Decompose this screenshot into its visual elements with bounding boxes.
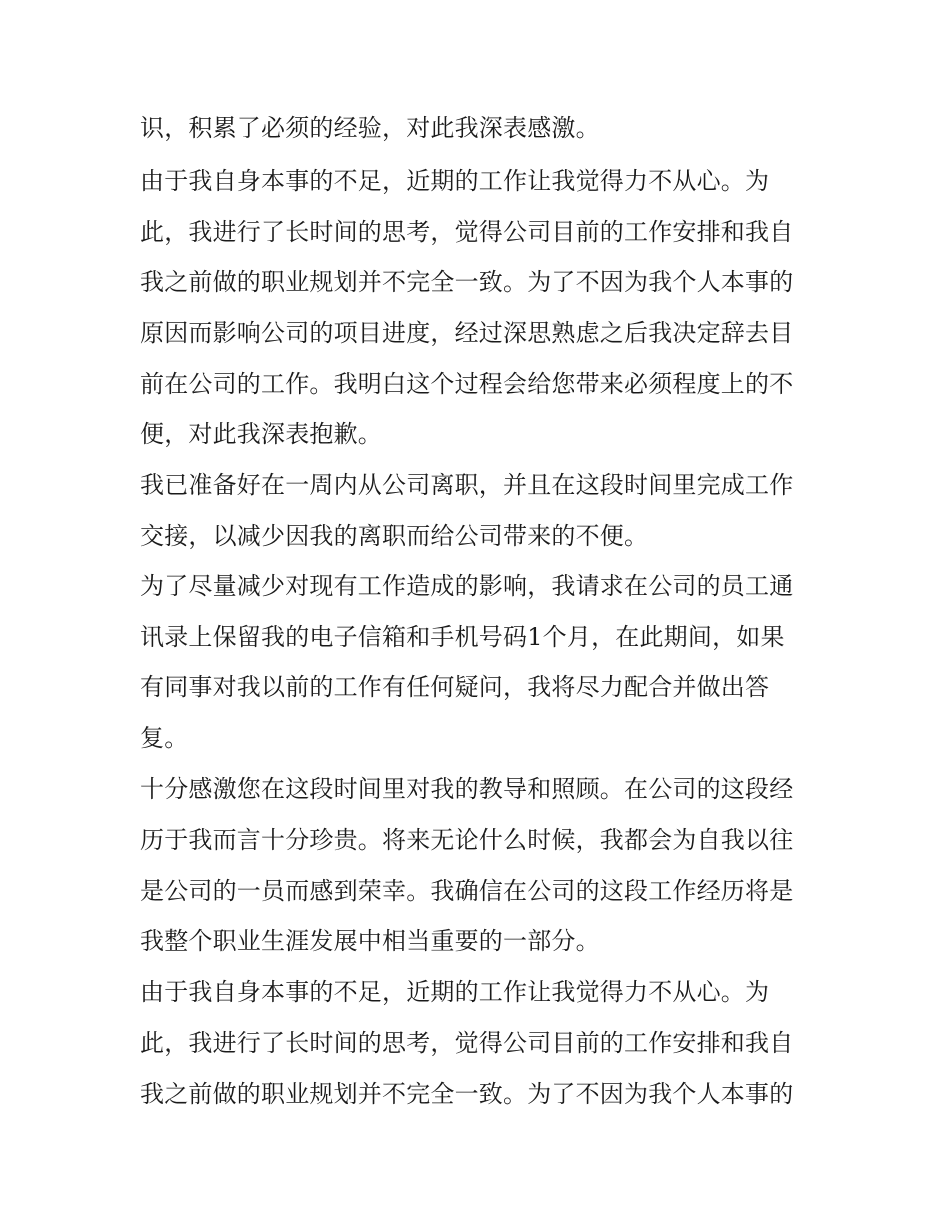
- text-line: 识，积累了必须的经验，对此我深表感激。: [140, 114, 600, 142]
- text-line: 前在公司的工作。我明白这个过程会给您带来必须程度上的不: [140, 370, 794, 398]
- text-line: 交接，以减少因我的离职而给公司带来的不便。: [140, 522, 649, 550]
- text-line: 我之前做的职业规划并不完全一致。为了不因为我个人本事的: [140, 268, 794, 296]
- text-line: 我已准备好在一周内从公司离职，并且在这段时间里完成工作: [140, 471, 794, 499]
- text-line: 历于我而言十分珍贵。将来无论什么时候，我都会为自我以往: [140, 826, 794, 854]
- text-line: 十分感激您在这段时间里对我的教导和照顾。在公司的这段经: [140, 775, 794, 803]
- text-line: 便，对此我深表抱歉。: [140, 420, 382, 448]
- text-line: 原因而影响公司的项目进度，经过深思熟虑之后我决定辞去目: [140, 319, 794, 347]
- text-line: 由于我自身本事的不足，近期的工作让我觉得力不从心。为: [140, 167, 770, 195]
- text-line: 我整个职业生涯发展中相当重要的一部分。: [140, 927, 600, 955]
- text-line: 有同事对我以前的工作有任何疑问，我将尽力配合并做出答: [140, 673, 770, 701]
- text-line: 为了尽量减少对现有工作造成的影响，我请求在公司的员工通: [140, 572, 794, 600]
- text-line: 此，我进行了长时间的思考，觉得公司目前的工作安排和我自: [140, 1029, 794, 1057]
- text-line: 讯录上保留我的电子信箱和手机号码1个月，在此期间，如果: [140, 623, 785, 651]
- text-line: 我之前做的职业规划并不完全一致。为了不因为我个人本事的: [140, 1080, 794, 1108]
- text-line: 复。: [140, 724, 189, 752]
- text-line: 此，我进行了长时间的思考，觉得公司目前的工作安排和我自: [140, 218, 794, 246]
- text-line: 是公司的一员而感到荣幸。我确信在公司的这段工作经历将是: [140, 877, 794, 905]
- text-line: 由于我自身本事的不足，近期的工作让我觉得力不从心。为: [140, 978, 770, 1006]
